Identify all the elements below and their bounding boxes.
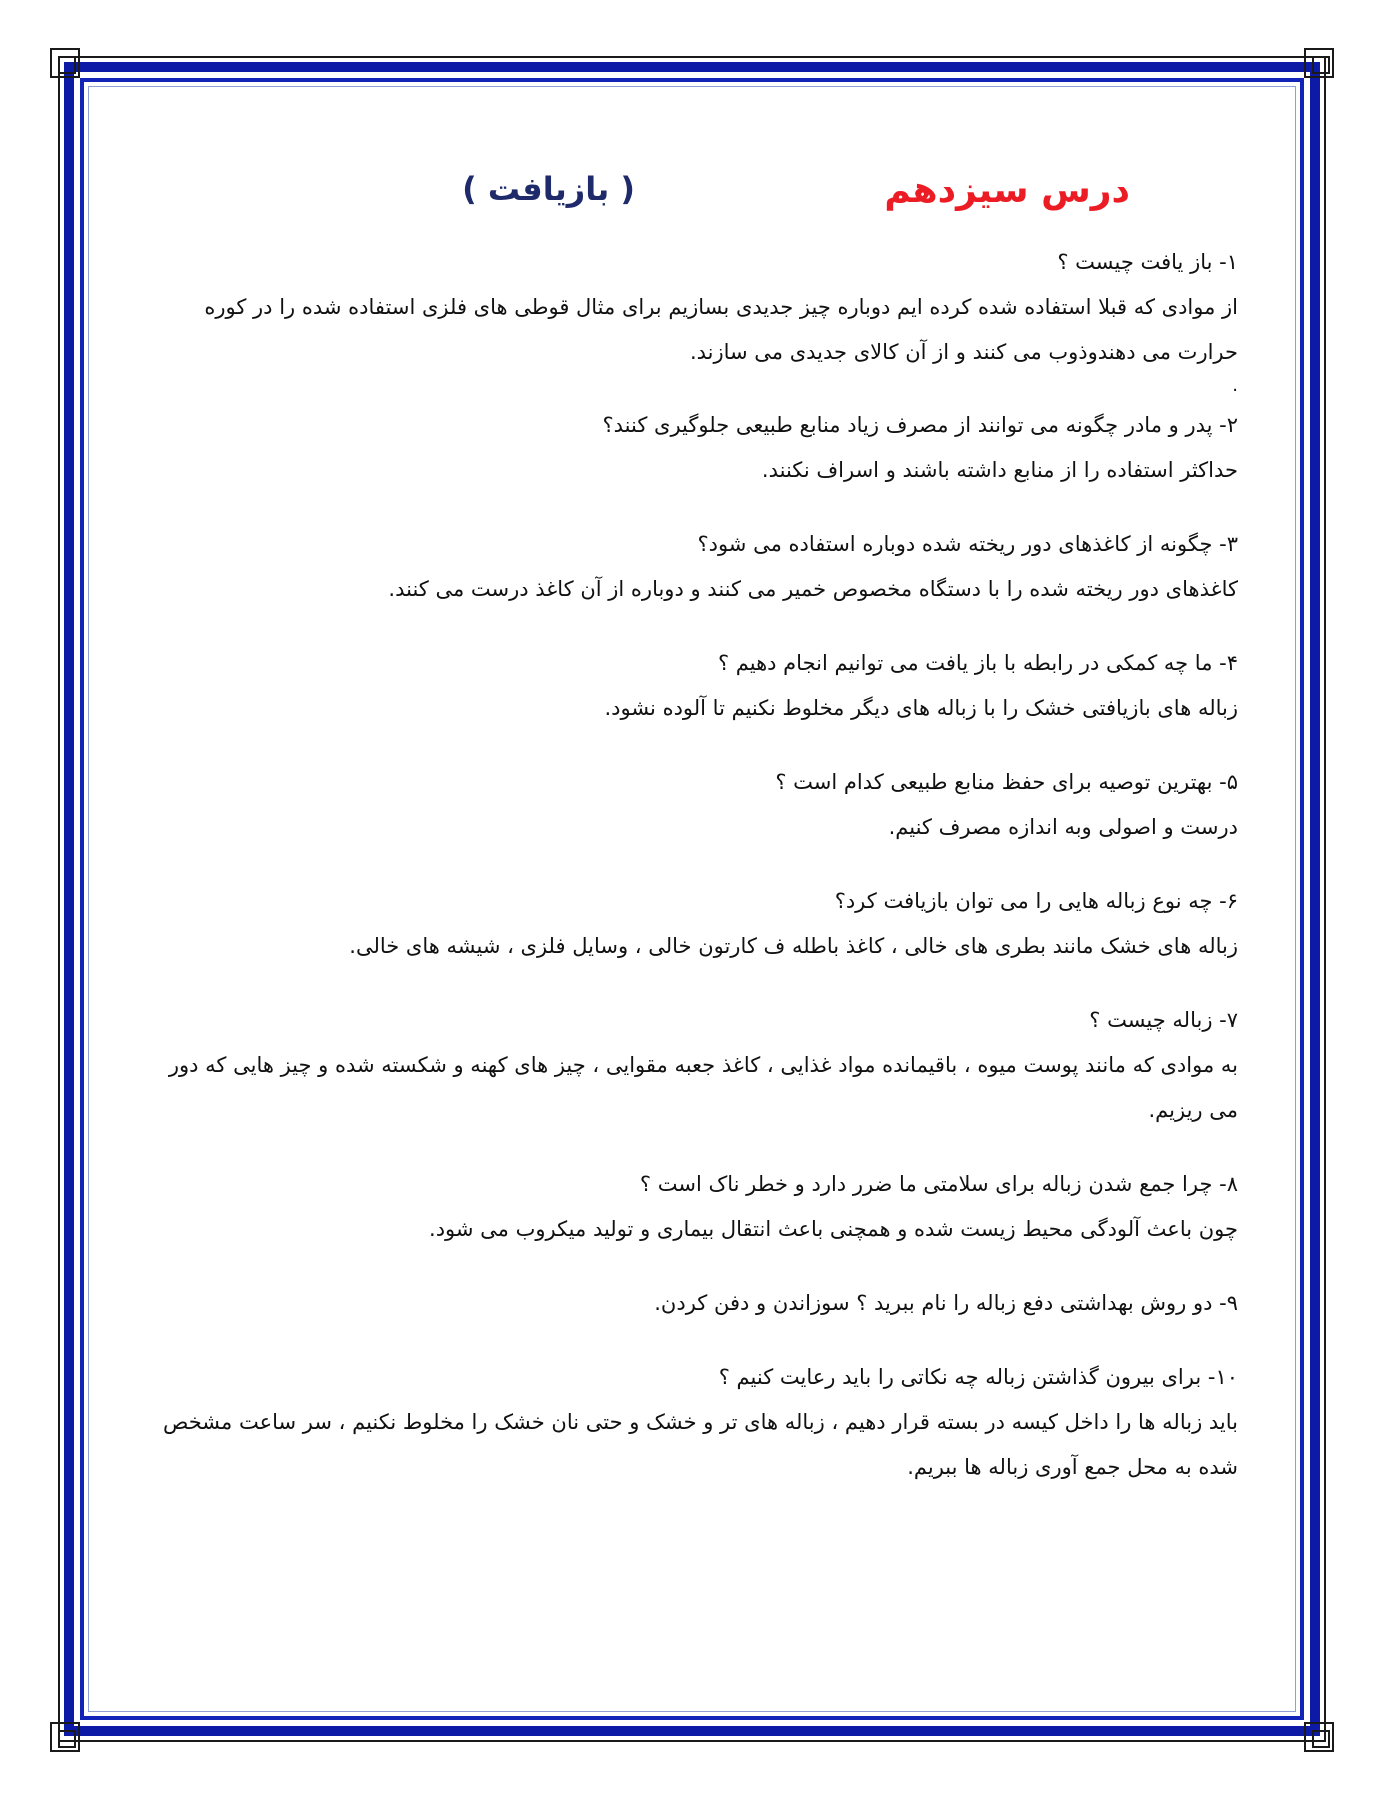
answer: باید زباله ها را داخل کیسه در بسته قرار دهیم ، زباله های تر و خشک و حتی نان خشک را مخلوط نکنیم ، سر ساعت مشخص شده به محل جمع آوری زباله ها ببریم. xyxy=(163,1410,1238,1479)
stray-dot: . xyxy=(1232,375,1238,396)
answer: حداکثر استفاده را از منابع داشته باشند و اسراف نکنند. xyxy=(761,458,1238,482)
qa-item-3 xyxy=(150,522,1238,612)
qa-item-10 xyxy=(150,1355,1238,1490)
qa-item-8 xyxy=(150,1162,1238,1252)
title-row xyxy=(150,160,1240,240)
answer: چون باعث آلودگی محیط زیست شده و همچنی باعث انتقال بیماری و تولید میکروب می شود. xyxy=(429,1217,1238,1241)
frame-corner-top-left xyxy=(50,48,80,78)
answer: زباله های بازیافتی خشک را با زباله های دیگر مخلوط نکنیم تا آلوده نشود. xyxy=(604,696,1238,720)
answer: به موادی که مانند پوست میوه ، باقیمانده مواد غذایی ، کاغذ جعبه مقوایی ، چیز های کهنه و شکسته شده و چیز هایی که دور می ریزیم. xyxy=(168,1053,1238,1122)
question: ۸- چرا جمع شدن زباله برای سلامتی ما ضرر دارد و خطر ناک است ؟ xyxy=(639,1172,1238,1196)
qa-list xyxy=(150,240,1240,1490)
qa-item-5 xyxy=(150,760,1238,850)
frame-corner-top-right xyxy=(1304,48,1334,78)
frame-corner-bottom-left xyxy=(50,1722,80,1752)
qa-item-2 xyxy=(150,403,1238,493)
answer: کاغذهای دور ریخته شده را با دستگاه مخصوص خمیر می کنند و دوباره از آن کاغذ درست می کنند. xyxy=(388,577,1238,601)
question: ۵- بهترین توصیه برای حفظ منابع طبیعی کدام است ؟ xyxy=(775,770,1238,794)
lesson-topic: ( بازیافت ) xyxy=(462,170,635,208)
qa-item-1 xyxy=(150,240,1238,397)
answer: از موادی که قبلا استفاده شده کرده ایم دوباره چیز جدیدی بسازیم برای مثال قوطی های فلزی استفاده شده را در کوره حرارت می دهندوذوب می کنند و از آن کالای جدیدی می سازند. xyxy=(204,295,1238,364)
qa-item-6 xyxy=(150,879,1238,969)
answer: زباله های خشک مانند بطری های خالی ، کاغذ باطله ف کارتون خالی ، وسایل فلزی ، شیشه های خالی. xyxy=(349,934,1238,958)
question: ۷- زباله چیست ؟ xyxy=(1089,1008,1238,1032)
question: ۴- ما چه کمکی در رابطه با باز یافت می توانیم انجام دهیم ؟ xyxy=(717,651,1238,675)
qa-item-4 xyxy=(150,641,1238,731)
question: ۳- چگونه از کاغذهای دور ریخته شده دوباره استفاده می شود؟ xyxy=(697,532,1238,556)
qa-item-9 xyxy=(150,1281,1238,1326)
question: ۱- باز یافت چیست ؟ xyxy=(1057,250,1238,274)
question: ۲- پدر و مادر چگونه می توانند از مصرف زیاد منابع طبیعی جلوگیری کنند؟ xyxy=(602,413,1238,437)
worksheet-content xyxy=(150,160,1240,1519)
question: ۱۰- برای بیرون گذاشتن زباله چه نکاتی را باید رعایت کنیم ؟ xyxy=(718,1365,1238,1389)
question: ۹- دو روش بهداشتی دفع زباله را نام ببرید ؟ سوزاندن و دفن کردن. xyxy=(654,1291,1238,1315)
question: ۶- چه نوع زباله هایی را می توان بازیافت کرد؟ xyxy=(834,889,1238,913)
frame-corner-bottom-right xyxy=(1304,1722,1334,1752)
answer: درست و اصولی وبه اندازه مصرف کنیم. xyxy=(888,815,1238,839)
qa-item-7 xyxy=(150,998,1238,1133)
lesson-title: درس سیزدهم xyxy=(884,170,1130,211)
